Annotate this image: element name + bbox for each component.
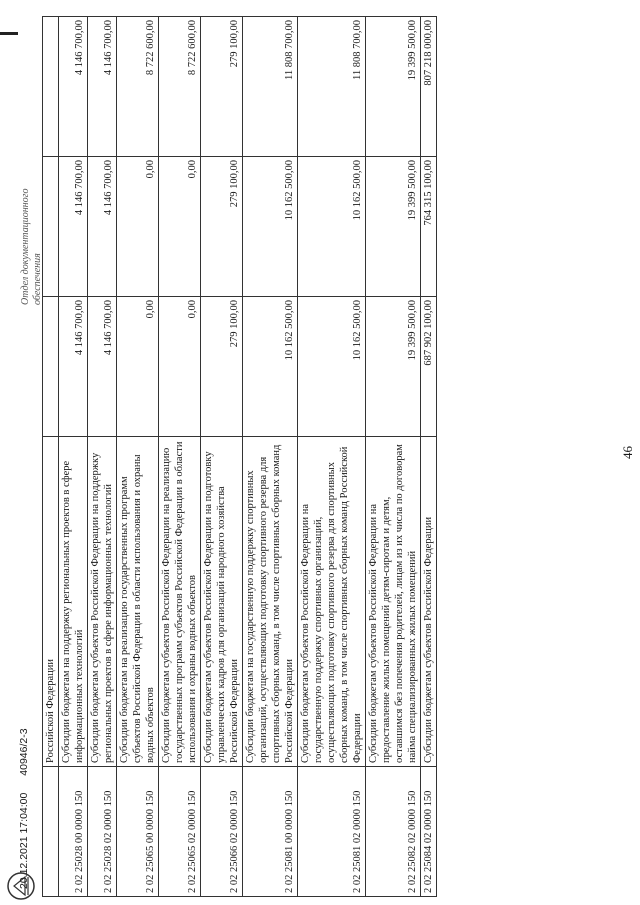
- row-description: Субсидии бюджетам субъектов Российской Федерации на предоставление жилых помещений детям-сиротам и детям, оставшимся без попечения родителей, лицам из их числа по договорам найма специализированных жилых помещений: [366, 437, 421, 767]
- row-value-year-2: 10 162 500,00: [298, 157, 366, 297]
- row-value-year-1: [43, 297, 59, 437]
- table-row: [159, 17, 201, 897]
- row-value-year-2: 10 162 500,00: [243, 157, 298, 297]
- scan-mark: [0, 32, 18, 35]
- row-code: 2 02 25065 00 0000 150: [117, 767, 159, 897]
- footer-doc-code: 40946/2-3: [18, 728, 30, 776]
- row-value-year-1: 0,00: [117, 297, 159, 437]
- footer: [18, 728, 30, 889]
- row-value-year-1: 0,00: [159, 297, 201, 437]
- row-value-year-1: 10 162 500,00: [243, 297, 298, 437]
- row-code: 2 02 25028 00 0000 150: [59, 767, 88, 897]
- row-value-year-1: 687 902 100,00: [421, 297, 437, 437]
- row-code: 2 02 25082 02 0000 150: [366, 767, 421, 897]
- row-description: Субсидии бюджетам субъектов Российской Федерации на государственную поддержку спортивных организаций, осуществляющих подготовку спортивного резерва для спортивных сборных команд, в том числе спортивных сборных команд Российской Федерации: [298, 437, 366, 767]
- row-description: Субсидии бюджетам субъектов Российской Федерации на поддержку региональных проектов в сфере информационных технологий: [88, 437, 117, 767]
- table-row: [243, 17, 298, 897]
- row-description: Субсидии бюджетам на государственную поддержку спортивных организаций, осуществляющих подготовку спортивного резерва для спортивных сборных команд, в том числе спортивных сборных команд Российской Федерации: [243, 437, 298, 767]
- row-code: 2 02 25081 02 0000 150: [298, 767, 366, 897]
- table-row: [59, 17, 88, 897]
- row-value-year-2: 19 399 500,00: [366, 157, 421, 297]
- row-value-year-3: 4 146 700,00: [88, 17, 117, 157]
- row-value-year-2: 0,00: [117, 157, 159, 297]
- row-description: Субсидии бюджетам на поддержку региональных проектов в сфере информационных технологий: [59, 437, 88, 767]
- table-row: [88, 17, 117, 897]
- row-value-year-2: 279 100,00: [201, 157, 243, 297]
- row-value-year-3: [43, 17, 59, 157]
- row-code: 2 02 25065 02 0000 150: [159, 767, 201, 897]
- row-value-year-3: 11 808 700,00: [298, 17, 366, 157]
- row-description: Субсидии бюджетам субъектов Российской Федерации на реализацию государственных программ субъектов Российской Федерации в области использования и охраны водных объектов: [159, 437, 201, 767]
- row-value-year-3: 8 722 600,00: [159, 17, 201, 157]
- budget-table: [42, 16, 437, 897]
- row-value-year-1: 19 399 500,00: [366, 297, 421, 437]
- row-value-year-3: 4 146 700,00: [59, 17, 88, 157]
- row-value-year-3: 19 399 500,00: [366, 17, 421, 157]
- row-code: 2 02 25066 02 0000 150: [201, 767, 243, 897]
- row-description: Субсидии бюджетам субъектов Российской Федерации на подготовку управленческих кадров для организаций народного хозяйства Российской Федерации: [201, 437, 243, 767]
- row-code: 2 02 25028 02 0000 150: [88, 767, 117, 897]
- table-row: [366, 17, 421, 897]
- stamp-line-1: Отдел документационного: [20, 188, 31, 305]
- table-row: [201, 17, 243, 897]
- row-value-year-3: 279 100,00: [201, 17, 243, 157]
- row-value-year-1: 10 162 500,00: [298, 297, 366, 437]
- table-row: [298, 17, 366, 897]
- row-description: Российской Федерации: [43, 437, 59, 767]
- row-value-year-3: 8 722 600,00: [117, 17, 159, 157]
- row-value-year-1: 279 100,00: [201, 297, 243, 437]
- row-code: 2 02 25081 00 0000 150: [243, 767, 298, 897]
- page-number: 46: [620, 446, 635, 459]
- footer-date: 20.12.2021 17:04:00: [18, 792, 30, 889]
- row-value-year-1: 4 146 700,00: [88, 297, 117, 437]
- row-value-year-2: [43, 157, 59, 297]
- row-description: Субсидии бюджетам субъектов Российской Федерации: [421, 437, 437, 767]
- row-code: 2 02 25084 02 0000 150: [421, 767, 437, 897]
- row-value-year-2: 4 146 700,00: [59, 157, 88, 297]
- table-row: [43, 17, 59, 897]
- row-value-year-2: 764 315 100,00: [421, 157, 437, 297]
- row-value-year-2: 4 146 700,00: [88, 157, 117, 297]
- table-row: [117, 17, 159, 897]
- row-code: [43, 767, 59, 897]
- row-value-year-1: 4 146 700,00: [59, 297, 88, 437]
- row-value-year-3: 807 218 000,00: [421, 17, 437, 157]
- row-value-year-2: 0,00: [159, 157, 201, 297]
- row-description: Субсидии бюджетам на реализацию государственных программ субъектов Российской Федерации в области использования и охраны водных объектов: [117, 437, 159, 767]
- row-value-year-3: 11 808 700,00: [243, 17, 298, 157]
- office-stamp: [20, 95, 44, 305]
- stamp-line-2: обеспечения: [32, 253, 43, 305]
- table-row: [421, 17, 437, 897]
